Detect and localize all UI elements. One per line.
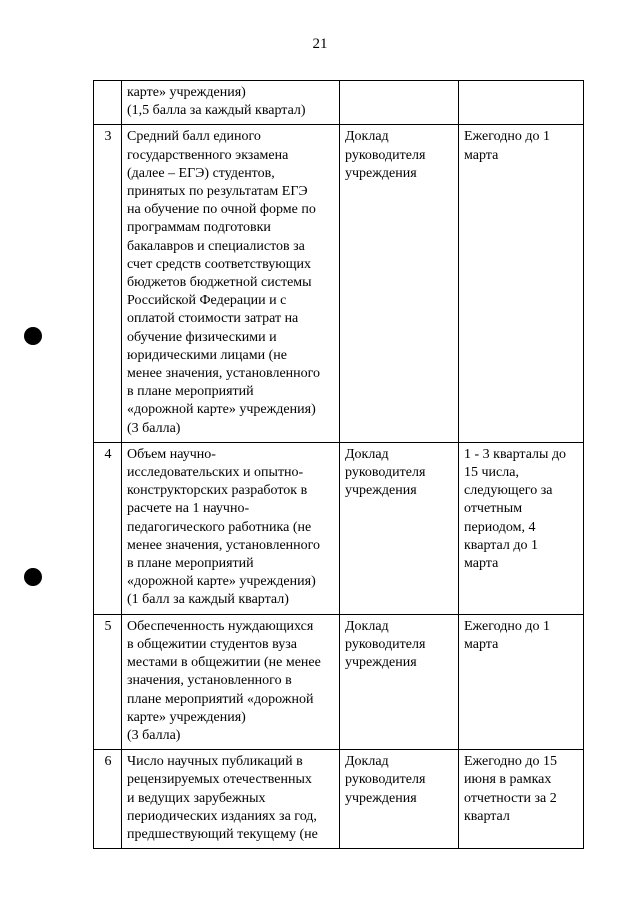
indicator-text-line: государственного экзамена (127, 147, 289, 163)
table-row (94, 614, 584, 749)
indicator-text-line: (1 балл за каждый квартал) (127, 592, 289, 608)
indicator-text-line: (3 балла) (127, 727, 181, 743)
indicator-text-line: педагогического работника (не (127, 519, 312, 535)
indicator-text-line: менее значения, установленного (127, 366, 321, 382)
deadline-text-line: квартал (464, 808, 510, 824)
punch-hole-mark (24, 568, 42, 586)
indicator-cell (122, 614, 340, 749)
indicator-text-line: периодических изданиях за год, (127, 808, 317, 824)
indicator-text-line: карте» учреждения) (127, 709, 246, 725)
deadline-text-line: отчетным (464, 501, 523, 517)
row-number-cell (94, 81, 122, 125)
indicator-text-line: (далее – ЕГЭ) студентов, (127, 165, 275, 181)
deadline-cell (459, 614, 584, 749)
deadline-cell (459, 125, 584, 442)
source-text-line: Доклад (345, 129, 389, 145)
indicator-text-line: плане мероприятий «дорожной (127, 691, 314, 707)
source-cell (340, 442, 459, 614)
row-number-cell: 4 (94, 442, 122, 614)
indicator-cell (122, 442, 340, 614)
source-text-line: учреждения (345, 655, 417, 671)
table-row (94, 442, 584, 614)
deadline-text-line: 15 числа, (464, 465, 519, 481)
indicator-text-line: карте» учреждения) (127, 85, 246, 100)
row-number-cell: 3 (94, 125, 122, 442)
deadline-text-line: отчетности за 2 (464, 790, 557, 806)
row-number-cell: 6 (94, 750, 122, 849)
deadline-text-line: Ежегодно до 1 (464, 618, 550, 634)
indicator-text-line: (3 балла) (127, 420, 181, 436)
indicator-text-line: Российской Федерации и с (127, 293, 287, 309)
indicator-text-line: в плане мероприятий (127, 384, 254, 400)
deadline-text-line: следующего за (464, 483, 553, 499)
indicator-text-line: принятых по результатам ЕГЭ (127, 184, 308, 200)
source-text-line: руководителя (345, 465, 426, 481)
punch-hole-mark (24, 327, 42, 345)
table-row (94, 81, 584, 125)
indicator-text-line: Обеспеченность нуждающихся (127, 618, 314, 634)
indicator-text-line: исследовательских и опытно- (127, 465, 304, 481)
indicator-text-line: «дорожной карте» учреждения) (127, 574, 316, 590)
table-row (94, 750, 584, 849)
source-text-line: учреждения (345, 165, 417, 181)
source-text-line: Доклад (345, 754, 389, 770)
deadline-text-line: марта (464, 636, 499, 652)
indicator-text-line: Средний балл единого (127, 129, 261, 145)
source-text-line: Доклад (345, 618, 389, 634)
indicator-text-line: счет средств соответствующих (127, 256, 311, 272)
deadline-text-line: Ежегодно до 1 (464, 129, 550, 145)
deadline-cell (459, 442, 584, 614)
indicator-text-line: Число научных публикаций в (127, 754, 303, 770)
deadline-cell (459, 750, 584, 849)
table-row (94, 125, 584, 442)
row-number-cell: 5 (94, 614, 122, 749)
indicator-text-line: конструкторских разработок в (127, 483, 308, 499)
source-text-line: учреждения (345, 790, 417, 806)
indicator-text-line: рецензируемых отечественных (127, 772, 312, 788)
source-cell (340, 125, 459, 442)
indicator-text-line: в общежитии студентов вуза (127, 636, 298, 652)
indicator-text-line: (1,5 балла за каждый квартал) (127, 103, 306, 119)
deadline-text-line: июня в рамках (464, 772, 552, 788)
deadline-cell (459, 81, 584, 125)
source-text-line: Доклад (345, 446, 389, 462)
deadline-text-line: 1 - 3 кварталы до (464, 446, 567, 462)
indicator-text-line: местами в общежитии (не менее (127, 655, 321, 671)
deadline-text-line: периодом, 4 (464, 519, 536, 535)
indicator-text-line: расчете на 1 научно- (127, 501, 250, 517)
indicator-text-line: юридическими лицами (не (127, 347, 287, 363)
source-text-line: руководителя (345, 147, 426, 163)
indicator-cell (122, 125, 340, 442)
indicator-table (93, 80, 584, 849)
indicator-text-line: «дорожной карте» учреждения) (127, 402, 316, 418)
indicator-cell (122, 750, 340, 849)
indicator-text-line: Объем научно- (127, 446, 216, 462)
source-text-line: учреждения (345, 483, 417, 499)
source-cell (340, 750, 459, 849)
page-number: 21 (312, 36, 328, 52)
indicator-cell (122, 81, 340, 125)
source-text-line: руководителя (345, 772, 426, 788)
indicator-text-line: бакалавров и специалистов за (127, 238, 305, 254)
indicator-text-line: обучение физическими и (127, 329, 277, 345)
source-text-line: руководителя (345, 636, 426, 652)
indicator-text-line: в плане мероприятий (127, 556, 254, 572)
deadline-text-line: квартал до 1 (464, 537, 538, 553)
indicator-text-line: на обучение по очной форме по (127, 202, 316, 218)
source-cell (340, 81, 459, 125)
indicator-text-line: программам подготовки (127, 220, 271, 236)
indicator-text-line: менее значения, установленного (127, 537, 321, 553)
indicator-text-line: и ведущих зарубежных (127, 790, 266, 806)
indicator-text-line: бюджетов бюджетной системы (127, 275, 312, 291)
deadline-text-line: марта (464, 556, 499, 572)
indicator-text-line: предшествующий текущему (не (127, 826, 318, 842)
source-cell (340, 614, 459, 749)
deadline-text-line: Ежегодно до 15 (464, 754, 557, 770)
deadline-text-line: марта (464, 147, 499, 163)
indicator-text-line: значения, установленного в (127, 673, 292, 689)
indicator-text-line: оплатой стоимости затрат на (127, 311, 299, 327)
